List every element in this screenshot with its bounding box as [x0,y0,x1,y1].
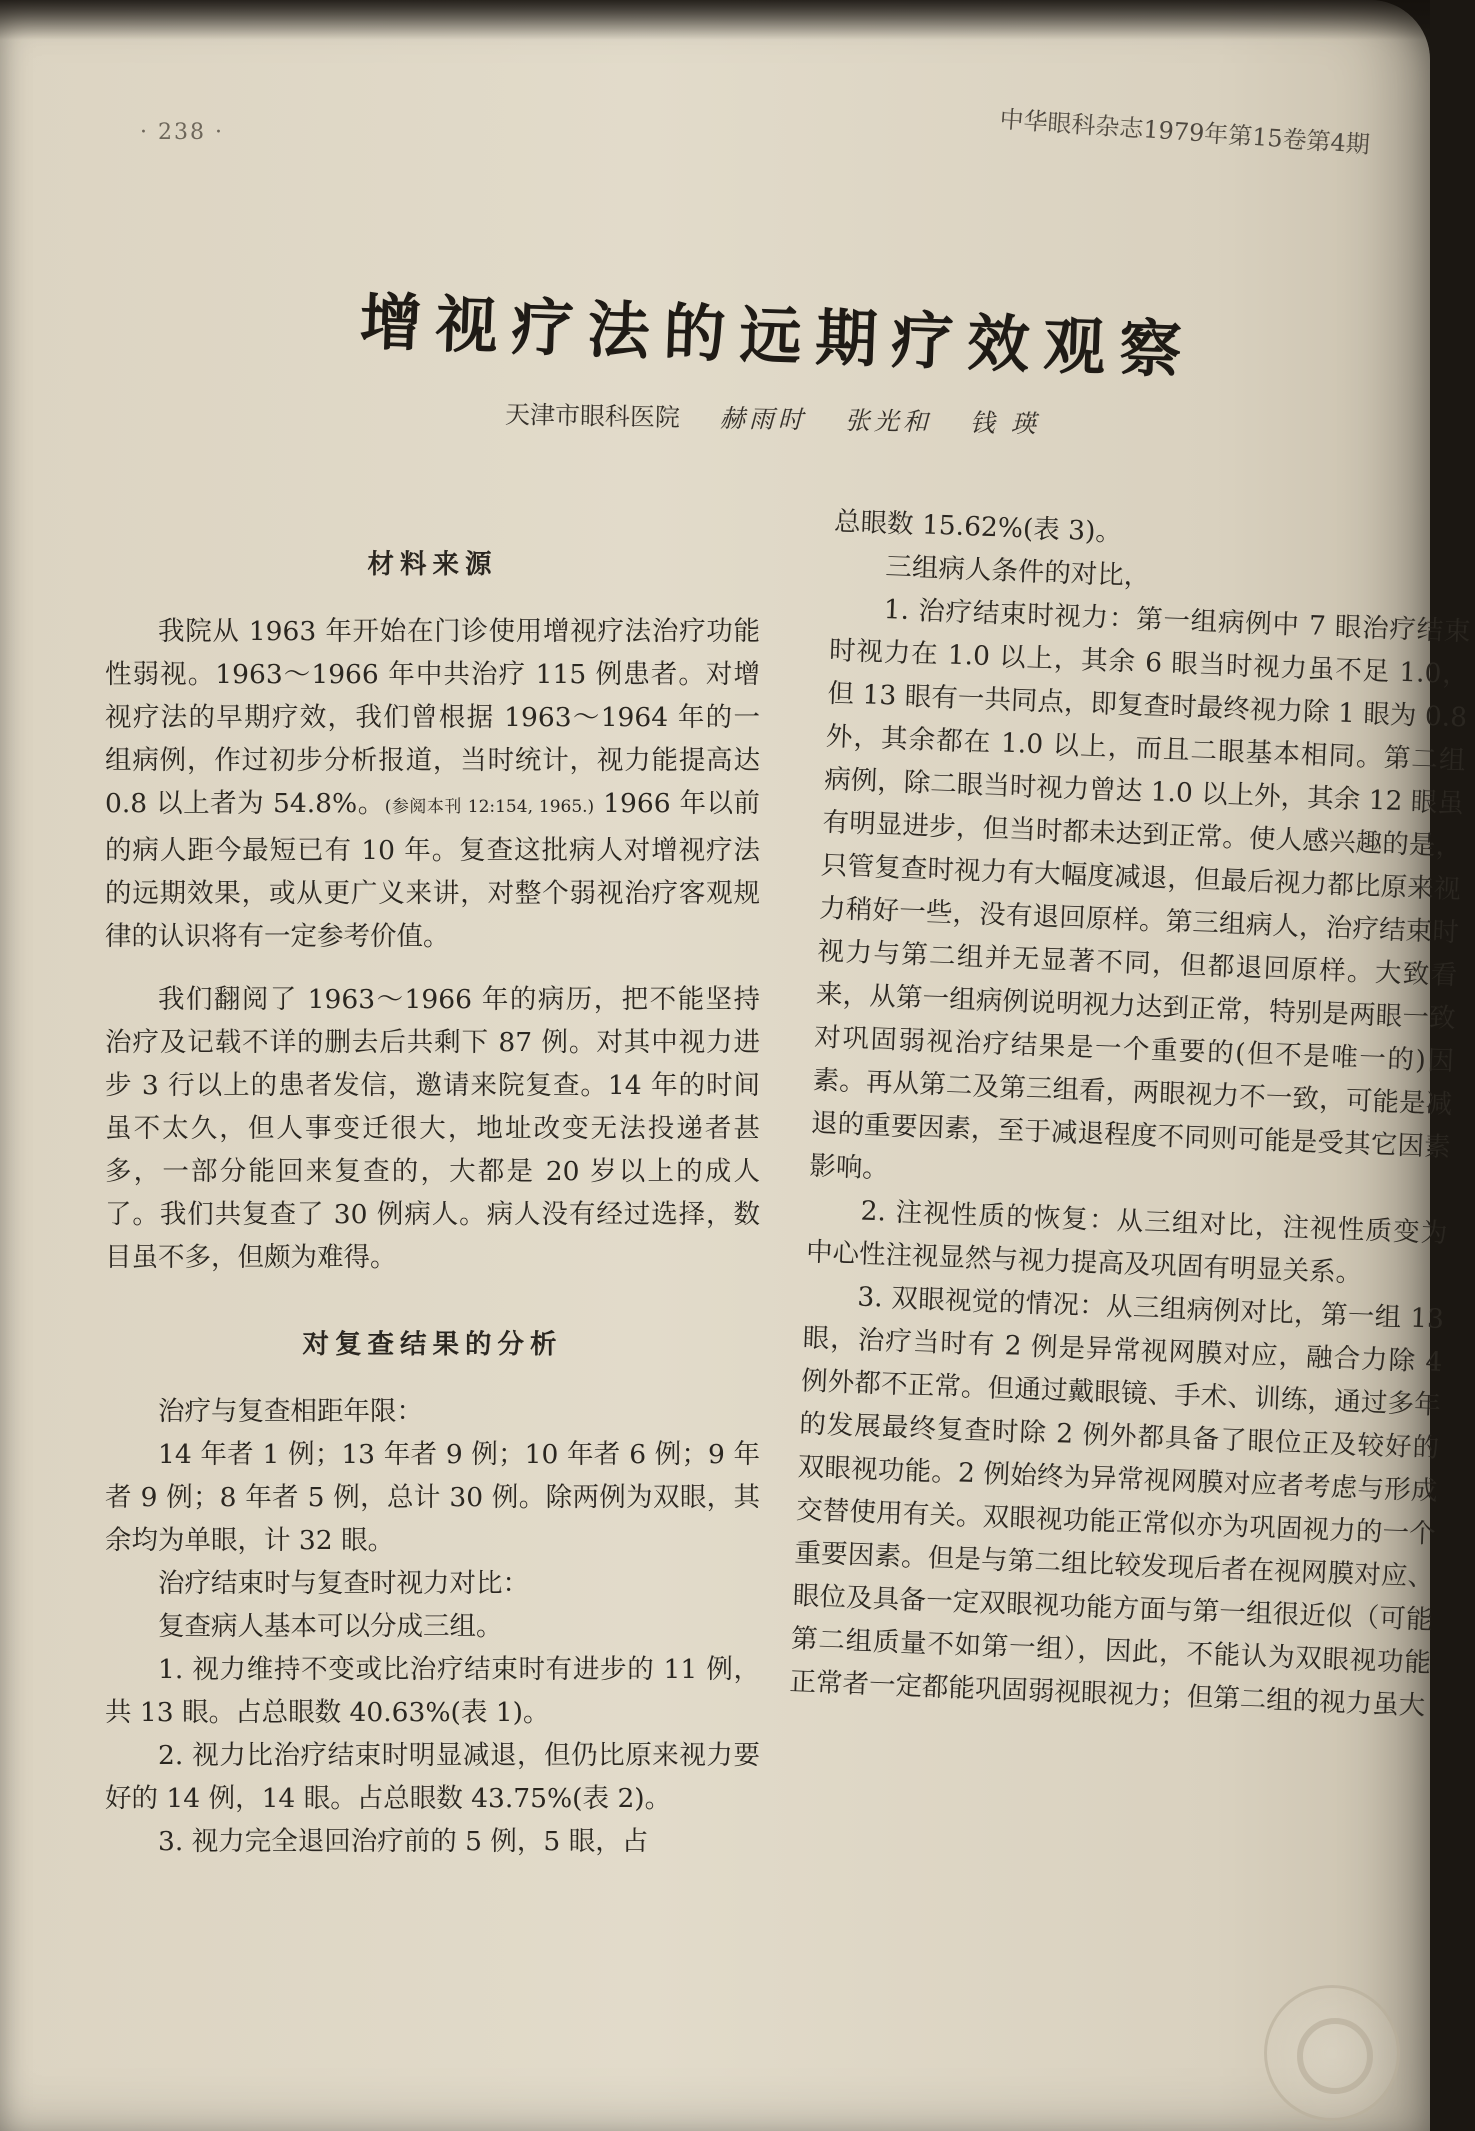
paragraph: 治疗与复查相距年限： [158,1396,423,1427]
paragraph: 1. 视力维持不变或比治疗结束时有进步的 11 例，共 13 眼。占总眼数 40.63%(表 1)。 [105,1654,760,1728]
paragraph-text: 我院从 1963 年开始在门诊使用增视疗法治疗功能性弱视。1963～1966 年中共治疗 115 例患者。对增视疗法的早期疗效，我们曾根据 1963～1964 年的一组病例，作过初步分析报道，当时统计，视力能提高达 0.8 以上者为 54.8%。 [105,616,760,819]
author-name: 赫雨时 [719,403,808,435]
paragraph: 3. 双眼视觉的情况：从三组病例对比，第一组 13 眼，治疗当时有 2 例是异常视网膜对应，融合力除 4 例外都不正常。但通过戴眼镜、手术、训练，通过多年的发展最终复查时除 2 例外都具备了眼位正及较好的双眼视功能。2 例始终为异常视网膜对应者考虑与形成交替使用有关。双眼视功能正常似亦为巩固视力的一个重要因素。但是与第二组比较发现后者在视网膜对应、眼位及具备一定双眼视功能方面与第一组很近似（可能第二组质量不如第一组），因此，不能认为双眼视功能正常者一定都能巩固弱视眼视力；但第二组的视力虽大 [789,1281,1445,1722]
paragraph: 2. 注视性质的恢复：从三组对比，注视性质变为中心性注视显然与视力提高及巩固有明显关系。 [805,1195,1448,1289]
journal-header: 中华眼科杂志1979年第15卷第4期 [998,105,1371,159]
paragraph: 14 年者 1 例；13 年者 9 例；10 年者 6 例；9 年者 9 例；8 年者 5 例，总计 30 例。除两例为双眼，其余均为单眼，计 32 眼。 [105,1439,760,1556]
paragraph: 3. 视力完全退回治疗前的 5 例，5 眼，占 [158,1826,649,1857]
top-shadow [0,0,1430,40]
section-heading: 材料来源 [367,549,498,580]
affiliation: 天津市眼科医院 [504,400,681,433]
article-title: 增视疗法的远期疗效观察 [358,285,1197,388]
reference-note: (参阅本刊 12:154, 1965.) [384,797,595,817]
section-heading: 对复查结果的分析 [302,1329,563,1360]
paragraph-text: 1966 年以前的病人距今最短已有 10 年。复查这批病人对增视疗法的远期效果，或从更广义来讲，对整个弱视治疗客观规律的认识将有一定参考价值。 [105,788,760,952]
paragraph: 2. 视力比治疗结束时明显减退，但仍比原来视力要好的 14 例，14 眼。占总眼数 43.75%(表 2)。 [105,1740,760,1814]
paragraph: 总眼数 15.62%(表 3)。 [833,505,1123,549]
paragraph: 复查病人基本可以分成三组。 [158,1611,503,1642]
stamp-ring-icon [1297,2018,1373,2094]
paragraph: 治疗结束时与复查时视力对比： [158,1568,529,1599]
author-line [505,395,1079,441]
library-stamp-watermark [1264,1985,1400,2121]
paragraph: 1. 治疗结束时视力：第一组病例中 7 眼治疗结束时视力在 1.0 以上，其余 6 眼当时视力虽不足 1.0，但 13 眼有一共同点，即复查时最终视力除 1 眼为 0.8 外，其余都在 1.0 以上，而且二眼基本相同。第二组病例，除二眼当时视力曾达 1.0 以上外，其余 12 眼虽有明显进步，但当时都未达到正常。使人感兴趣的是，只管复查时视力有大幅度减退，但最后视力都比原来视力稍好一些，没有退回原样。第三组病人，治疗结束时视力与第二组并无显著不同，但都退回原样。大致看来，从第一组病例说明视力达到正常，特别是两眼一致对巩固弱视治疗结果是一个重要的(但不是唯一的)因素。再从第二及第三组看，两眼视力不一致，可能是减退的重要因素，至于减退程度不同则可能是受其它因素影响。 [808,593,1471,1185]
author-name: 钱 瑛 [969,408,1041,439]
page-number: · 238 · [140,120,224,145]
paragraph: 三组病人条件的对比， [884,550,1151,593]
left-column [105,535,760,1863]
right-column [789,500,1475,1728]
author-name: 张光和 [844,405,933,437]
paragraph: 我们翻阅了 1963～1966 年的病历，把不能坚持治疗及记载不详的删去后共剩下 87 例。对其中视力进步 3 行以上的患者发信，邀请来院复查。14 年的时间虽不太久，但人事变迁很大，地址改变无法投递者甚多，一部分能回来复查的，大都是 20 岁以上的成人了。我们共复查了 30 例病人。病人没有经过选择，数目虽不多，但颇为难得。 [105,984,760,1273]
paragraph [105,610,760,958]
